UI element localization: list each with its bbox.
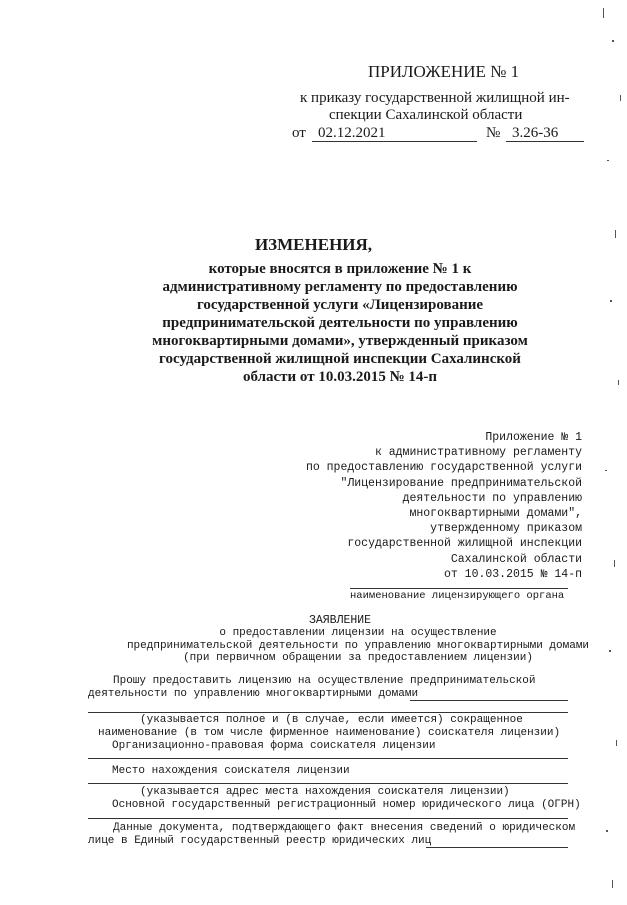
- appendix-line: к административному регламенту: [374, 446, 582, 460]
- legal-form-label: Организационно-правовая форма соискателя лицензии: [112, 740, 436, 752]
- scan-speck: [616, 740, 617, 746]
- document-data-line1: Данные документа, подтверждающего факт внесения сведений о юридическом: [113, 822, 576, 834]
- scan-speck: [612, 880, 613, 888]
- scan-speck: [615, 230, 616, 238]
- order-reference-line1: к приказу государственной жилищной ин-: [300, 90, 570, 106]
- appendix-line: государственной жилищной инспекции: [347, 537, 582, 551]
- appendix-line: по предоставлению государственной услуги: [305, 461, 582, 475]
- scan-speck: [610, 300, 612, 302]
- appendix-line: Приложение № 1: [485, 431, 582, 444]
- order-number-underline: [506, 141, 584, 142]
- scan-speck: [618, 380, 619, 385]
- statement-subtitle-line: о предоставлении лицензии на осуществление: [219, 627, 497, 639]
- location-label: Место нахождения соискателя лицензии: [112, 765, 350, 777]
- address-caption: (указывается адрес места нахождения соискателя лицензии): [140, 786, 510, 798]
- changes-title: ИЗМЕНЕНИЯ,: [254, 235, 373, 254]
- register-data-field[interactable]: [426, 847, 568, 848]
- legal-form-field[interactable]: [88, 758, 568, 759]
- order-number: 3.26-36: [512, 125, 559, 141]
- name-caption-line2: наименование (в том числе фирменное наименование) соискателя лицензии): [98, 727, 561, 739]
- statement-subtitle-line: (при первичном обращении за предоставлением лицензии): [183, 652, 533, 665]
- request-line2: деятельности по управлению многоквартирными домами: [88, 688, 419, 700]
- statement-subtitle-line: предпринимательской деятельности по управлению многоквартирными домами: [126, 639, 590, 652]
- appendix-line: Сахалинской области: [450, 552, 582, 566]
- statement-subtitle: [88, 627, 627, 665]
- appendix-line: многоквартирными домами",: [409, 507, 582, 521]
- request-line1: Прошу предоставить лицензию на осуществление предпринимательской: [113, 675, 536, 687]
- order-date-underline: [312, 141, 477, 142]
- appendix-reference-block: [306, 430, 582, 582]
- scan-speck: [612, 40, 614, 42]
- licensing-body-field[interactable]: [350, 588, 568, 589]
- location-field[interactable]: [88, 783, 568, 784]
- appendix-line: деятельности по управлению: [402, 491, 582, 505]
- scan-speck: [603, 8, 604, 18]
- appendix-line: "Лицензирование предпринимательской: [340, 476, 582, 490]
- applicant-name-field[interactable]: [410, 700, 568, 701]
- scan-speck: [614, 560, 615, 567]
- appendix-line: утвержденному приказом: [430, 522, 582, 536]
- name-caption-line1: (указывается полное и (в случае, если имеется) сокращенное: [140, 714, 523, 726]
- scan-speck: [609, 650, 611, 652]
- ogrn-field[interactable]: [88, 818, 568, 819]
- document-data-line2: лице в Единый государственный реестр юридических лиц: [88, 835, 432, 847]
- order-date: 02.12.2021: [318, 125, 386, 141]
- ogrn-label: Основной государственный регистрационный номер юридического лица (ОГРН): [112, 799, 581, 811]
- appendix-line: от 10.03.2015 № 14-п: [443, 567, 582, 581]
- scan-speck: [606, 830, 608, 832]
- scan-speck: [605, 470, 607, 471]
- order-reference-line2: спекции Сахалинской области: [329, 107, 523, 123]
- order-number-prefix: №: [486, 125, 501, 141]
- appendix-title: ПРИЛОЖЕНИЕ № 1: [368, 62, 520, 81]
- scan-speck: [620, 95, 621, 101]
- statement-title: ЗАЯВЛЕНИЕ: [308, 614, 372, 627]
- applicant-name-field-2[interactable]: [88, 712, 568, 713]
- licensing-body-caption: наименование лицензирующего органа: [350, 590, 565, 602]
- scan-speck: [607, 160, 609, 161]
- changes-description: которые вносятся в приложение № 1 к административному регламенту по предоставлению государственной услуги «Лицензирование предпринимательской деятельности по управлению многоквартирными домами», утвержденный приказом государственной жилищной инспекции Сахалинской области от 10.03.2015 № 14-п: [152, 261, 528, 385]
- order-date-prefix: от: [292, 125, 306, 141]
